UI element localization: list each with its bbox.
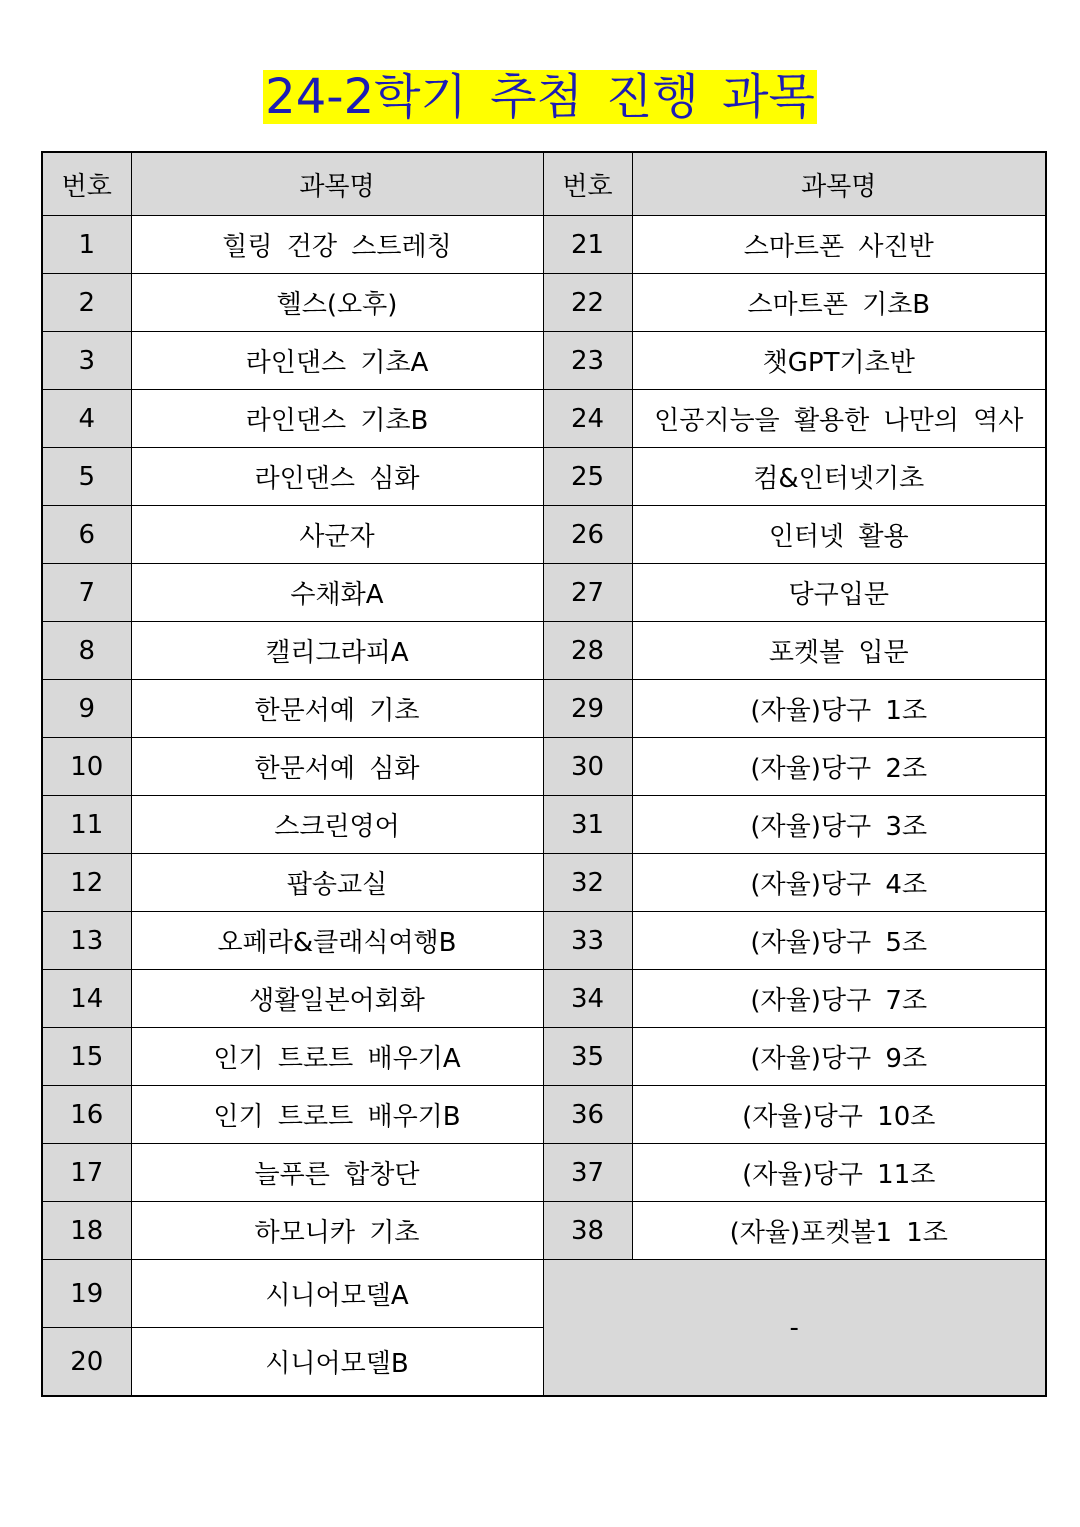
course-number: 2 xyxy=(42,274,131,332)
course-number: 10 xyxy=(42,738,131,796)
course-table xyxy=(41,151,1047,1397)
course-name: 당구입문 xyxy=(632,564,1046,622)
table-row xyxy=(42,1260,1046,1328)
course-name: 오페라&클래식여행B xyxy=(131,912,543,970)
course-name: (자율)당구 2조 xyxy=(632,738,1046,796)
table-row xyxy=(42,970,1046,1028)
course-name: 라인댄스 기초A xyxy=(131,332,543,390)
table-row xyxy=(42,1028,1046,1086)
course-number: 15 xyxy=(42,1028,131,1086)
title-container xyxy=(0,70,1080,124)
course-number: 19 xyxy=(42,1260,131,1328)
course-number: 35 xyxy=(543,1028,632,1086)
course-name: 스마트폰 기초B xyxy=(632,274,1046,332)
course-number: 18 xyxy=(42,1202,131,1260)
course-name: 한문서예 기초 xyxy=(131,680,543,738)
course-name: 스크린영어 xyxy=(131,796,543,854)
course-number: 7 xyxy=(42,564,131,622)
course-name: (자율)당구 4조 xyxy=(632,854,1046,912)
course-name: 하모니카 기초 xyxy=(131,1202,543,1260)
course-name: 인터넷 활용 xyxy=(632,506,1046,564)
course-number: 21 xyxy=(543,216,632,274)
course-name: (자율)당구 10조 xyxy=(632,1086,1046,1144)
table-row xyxy=(42,564,1046,622)
course-name: 사군자 xyxy=(131,506,543,564)
table-row xyxy=(42,1086,1046,1144)
course-name: (자율)당구 9조 xyxy=(632,1028,1046,1086)
course-name: 시니어모델B xyxy=(131,1328,543,1397)
course-name: 인공지능을 활용한 나만의 역사 xyxy=(632,390,1046,448)
course-number: 23 xyxy=(543,332,632,390)
course-name: 인기 트로트 배우기B xyxy=(131,1086,543,1144)
header-number-left: 번호 xyxy=(42,152,131,216)
course-name: 라인댄스 심화 xyxy=(131,448,543,506)
table-row xyxy=(42,1202,1046,1260)
table-row xyxy=(42,332,1046,390)
table-row xyxy=(42,1144,1046,1202)
table-row xyxy=(42,796,1046,854)
course-name: 컴&인터넷기초 xyxy=(632,448,1046,506)
course-number: 25 xyxy=(543,448,632,506)
table-row xyxy=(42,622,1046,680)
header-number-right: 번호 xyxy=(543,152,632,216)
table-row xyxy=(42,216,1046,274)
course-number: 17 xyxy=(42,1144,131,1202)
course-name: 수채화A xyxy=(131,564,543,622)
course-name: 한문서예 심화 xyxy=(131,738,543,796)
course-name: 인기 트로트 배우기A xyxy=(131,1028,543,1086)
course-name: (자율)당구 1조 xyxy=(632,680,1046,738)
course-number: 11 xyxy=(42,796,131,854)
header-course-name-left: 과목명 xyxy=(131,152,543,216)
header-course-name-right: 과목명 xyxy=(632,152,1046,216)
course-number: 28 xyxy=(543,622,632,680)
course-name: 캘리그라피A xyxy=(131,622,543,680)
course-name: 라인댄스 기초B xyxy=(131,390,543,448)
course-name: 챗GPT기초반 xyxy=(632,332,1046,390)
course-number: 22 xyxy=(543,274,632,332)
course-number: 6 xyxy=(42,506,131,564)
course-number: 14 xyxy=(42,970,131,1028)
course-number: 36 xyxy=(543,1086,632,1144)
course-number: 37 xyxy=(543,1144,632,1202)
table-row xyxy=(42,912,1046,970)
course-number: 16 xyxy=(42,1086,131,1144)
table-row xyxy=(42,506,1046,564)
empty-filler-cell: - xyxy=(543,1260,1046,1397)
page-title: 24-2학기 추첨 진행 과목 xyxy=(265,69,815,125)
course-name: (자율)당구 3조 xyxy=(632,796,1046,854)
course-number: 34 xyxy=(543,970,632,1028)
course-number: 8 xyxy=(42,622,131,680)
course-name: 팝송교실 xyxy=(131,854,543,912)
course-number: 1 xyxy=(42,216,131,274)
course-number: 12 xyxy=(42,854,131,912)
course-number: 33 xyxy=(543,912,632,970)
course-number: 13 xyxy=(42,912,131,970)
course-number: 4 xyxy=(42,390,131,448)
course-number: 30 xyxy=(543,738,632,796)
table-row xyxy=(42,738,1046,796)
course-name: (자율)당구 11조 xyxy=(632,1144,1046,1202)
course-name: 시니어모델A xyxy=(131,1260,543,1328)
course-name: 늘푸른 합창단 xyxy=(131,1144,543,1202)
table-row xyxy=(42,390,1046,448)
course-number: 29 xyxy=(543,680,632,738)
table-row xyxy=(42,854,1046,912)
course-name: 생활일본어회화 xyxy=(131,970,543,1028)
course-number: 20 xyxy=(42,1328,131,1397)
course-name: (자율)당구 7조 xyxy=(632,970,1046,1028)
course-number: 26 xyxy=(543,506,632,564)
course-name: 힐링 건강 스트레칭 xyxy=(131,216,543,274)
course-name: (자율)포켓볼1 1조 xyxy=(632,1202,1046,1260)
table-row xyxy=(42,448,1046,506)
course-number: 24 xyxy=(543,390,632,448)
course-number: 5 xyxy=(42,448,131,506)
course-name: 스마트폰 사진반 xyxy=(632,216,1046,274)
course-name: 헬스(오후) xyxy=(131,274,543,332)
course-number: 32 xyxy=(543,854,632,912)
table-row xyxy=(42,680,1046,738)
table-row xyxy=(42,274,1046,332)
course-number: 3 xyxy=(42,332,131,390)
course-number: 27 xyxy=(543,564,632,622)
table-header-row xyxy=(42,152,1046,216)
course-name: (자율)당구 5조 xyxy=(632,912,1046,970)
course-number: 38 xyxy=(543,1202,632,1260)
course-number: 9 xyxy=(42,680,131,738)
course-number: 31 xyxy=(543,796,632,854)
course-name: 포켓볼 입문 xyxy=(632,622,1046,680)
